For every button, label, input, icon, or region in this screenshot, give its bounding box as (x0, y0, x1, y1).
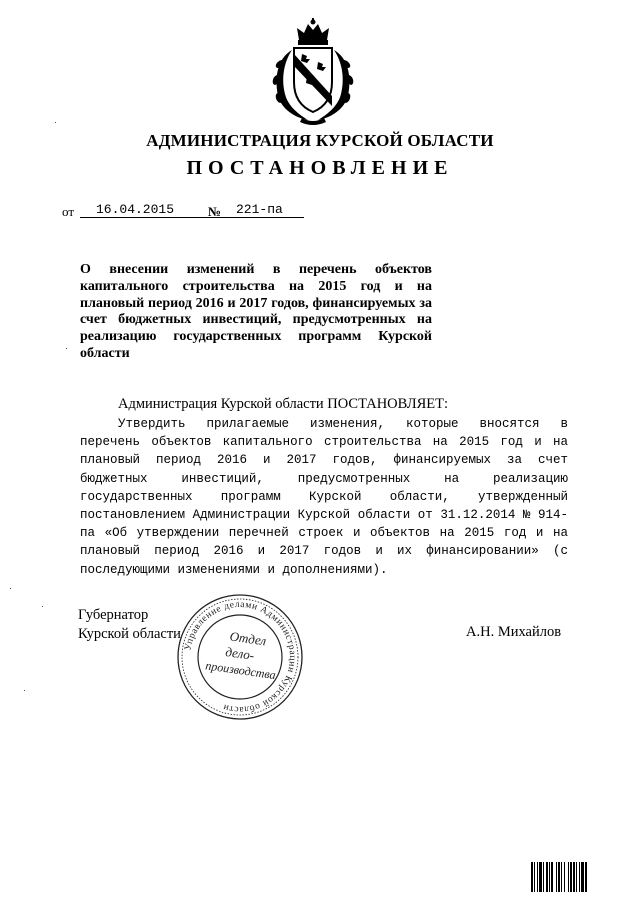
barcode-icon (531, 862, 615, 892)
barcode-bar (579, 862, 580, 892)
barcode-bar (568, 862, 569, 892)
barcode-bar (556, 862, 557, 892)
barcode-bar (564, 862, 565, 892)
signatory-title (78, 606, 181, 644)
number-prefix: № (208, 204, 222, 219)
barcode-bar (543, 862, 544, 892)
document-subject: О внесении изменений в перечень объектов капитального строительства на 2015 год и на плановый период 2016 и 2017 годов, финансируемых за счет бюджетных инвестиций, предусмотренных на реализацию государственных программ Курской области (80, 262, 432, 361)
coat-of-arms-icon (268, 18, 358, 126)
stamp-center-line2: дело- (224, 644, 256, 663)
barcode-bar (581, 862, 584, 892)
barcode-bar (561, 862, 562, 892)
stamp-ring-text: Управление делами Администрации Курской области (183, 599, 298, 715)
barcode-bar (539, 862, 542, 892)
document-date: 16.04.2015 (96, 202, 175, 217)
document-body: Утвердить прилагаемые изменения, которые вносятся в перечень объектов капитального строительства на 2015 год и на плановый период 2016 и 2017 годов, финансируемых за счет бюджетных инвестиций, предусмотренных на реализацию государственных программ Курской области, утвержденный постановлением Администрации Курской области от 31.12.2014 № 914-па «Об утверждении перечней строек и объектов на 2015 год и на плановый период 2016 и 2017 годов и их финансировании» (с последующими изменениями и дополнениями). (80, 417, 568, 577)
barcode-bar (549, 862, 550, 892)
barcode-bar (534, 862, 535, 892)
document-type-title: ПОСТАНОВЛЕНИЕ (186, 157, 454, 179)
document-number: 221-па (236, 202, 283, 217)
barcode-bar (551, 862, 553, 892)
signatory-title-line2: Курской области (78, 626, 181, 642)
stamp-center-line3: производства (204, 658, 277, 683)
preamble: Администрация Курской области ПОСТАНОВЛЯЕТ: (118, 396, 449, 412)
barcode-bar (531, 862, 533, 892)
barcode-bar (570, 862, 572, 892)
barcode-bar (573, 862, 575, 892)
barcode-bar (537, 862, 538, 892)
barcode-bar (558, 862, 560, 892)
signatory-name: А.Н. Михайлов (466, 624, 562, 640)
date-prefix: от (62, 204, 75, 219)
organization-title: АДМИНИСТРАЦИЯ КУРСКОЙ ОБЛАСТИ (146, 131, 494, 150)
official-stamp (175, 592, 305, 722)
stamp-center-line1: Отдел (228, 628, 268, 649)
barcode-bar (585, 862, 587, 892)
signatory-title-line1: Губернатор (78, 607, 149, 623)
date-number-line (58, 200, 318, 220)
barcode-bar (576, 862, 577, 892)
barcode-bar (546, 862, 548, 892)
